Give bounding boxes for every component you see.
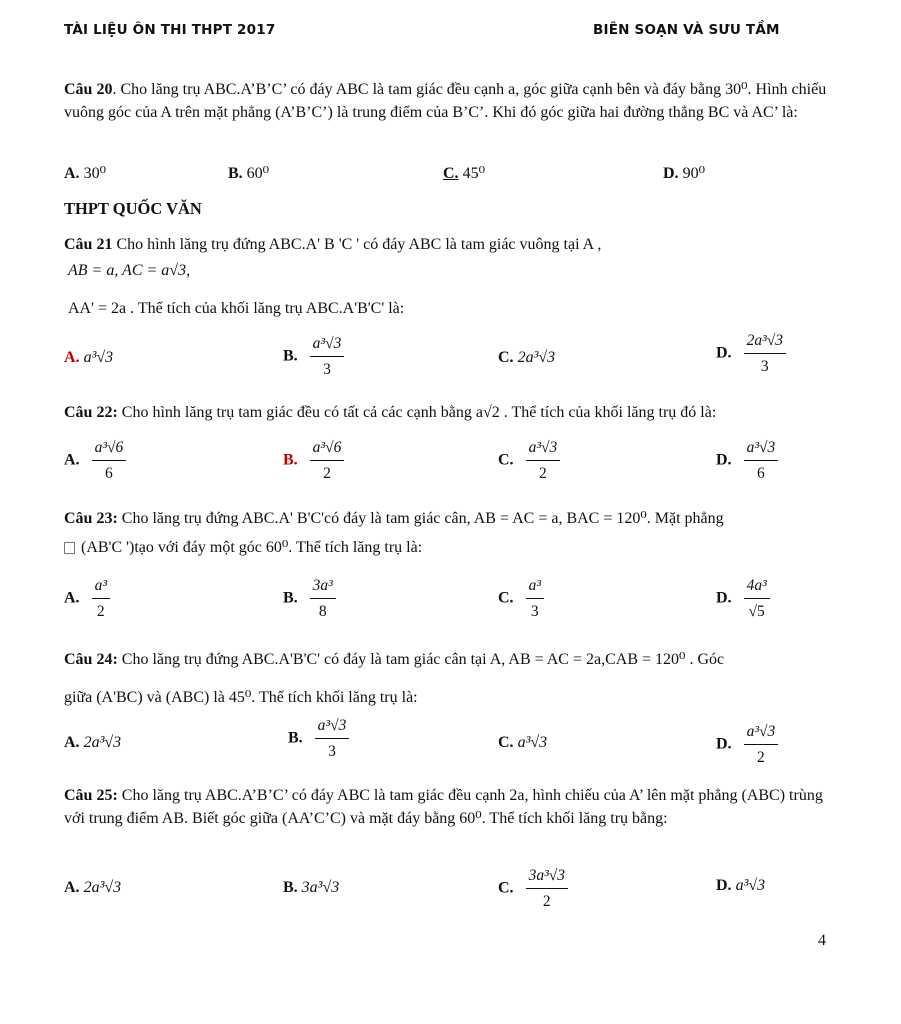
question-23 xyxy=(64,507,834,530)
q21-option-b: B. $\frac{\text{a³√3}}{3}$ xyxy=(283,334,344,380)
q24-option-a: A. 2a³√3 xyxy=(64,734,122,751)
q22-option-c: C. $\frac{\text{a³√3}}{2}$ xyxy=(498,438,560,484)
question-20 xyxy=(64,78,834,124)
header-right: BIÊN SOẠN VÀ SƯU TẦM xyxy=(593,22,780,38)
q25-option-b: B. 3a³√3 xyxy=(283,879,340,896)
q24-option-d: D. $\frac{\text{a³√3}}{2}$ xyxy=(716,722,778,768)
question-24-label: Câu 24: xyxy=(64,651,118,668)
question-24-line2: giữa (A'BC) và (ABC) là 45⁰. Thể tích khối lăng trụ là: xyxy=(64,689,418,706)
q25-option-d: D. a³√3 xyxy=(716,877,766,894)
question-20-text: . Cho lăng trụ ABC.A’B’C’ có đáy ABC là tam giác đều cạnh a, góc giữa cạnh bên và đáy bằng 30⁰. Hình chiếu vuông góc của A trên mặt phẳng (A’B’C’) là trung điểm của B’C’. Khi đó góc giữa hai đường thẳng BC và AC’ là: xyxy=(64,81,827,121)
question-23-line2-row xyxy=(64,536,834,559)
question-22-label: Câu 22: xyxy=(64,404,118,421)
q21-option-c: C. 2a³√3 xyxy=(498,349,556,366)
q23-option-a: A. $\frac{\text{a³}}{2}$ xyxy=(64,576,110,622)
q23-option-c: C. $\frac{\text{a³}}{3}$ xyxy=(498,576,544,622)
q20-option-b: B. 60⁰ xyxy=(228,165,270,182)
question-23-line1: Cho lăng trụ đứng ABC.A' B'C'có đáy là tam giác cân, AB = AC = a, BAC = 120⁰. Mặt phẳng xyxy=(117,510,724,527)
q21-option-d: D. $\frac{\text{2a³√3}}{3}$ xyxy=(716,331,786,377)
page-number: 4 xyxy=(818,932,826,949)
q22-option-d: D. $\frac{\text{a³√3}}{6}$ xyxy=(716,438,778,484)
q21-option-a: A. a³√3 xyxy=(64,349,114,366)
question-22-text: Cho hình lăng trụ tam giác đều có tất cả các cạnh bằng a√2 . Thể tích của khối lăng trụ đó là: xyxy=(117,404,717,421)
question-25-text: Cho lăng trụ ABC.A’B’C’ có đáy ABC là tam giác đều cạnh 2a, hình chiếu của A’ lên mặt phẳng (ABC) trùng với trung điểm AB. Biết góc giữa (AA’C’C) và mặt đáy bằng 60⁰. Thể tích khối lăng trụ bằng: xyxy=(64,787,823,827)
question-23-label: Câu 23: xyxy=(64,510,118,527)
question-24-line1: Cho lăng trụ đứng ABC.A'B'C' có đáy là tam giác cân tại A, AB = AC = 2a,CAB = 120⁰ . Góc xyxy=(117,651,725,668)
question-25-label: Câu 25: xyxy=(64,787,118,804)
q22-option-b: B. $\frac{\text{a³√6}}{2}$ xyxy=(283,438,344,484)
question-25 xyxy=(64,784,834,830)
q20-option-c: C. 45⁰ xyxy=(443,165,485,182)
question-21-line1: Cho hình lăng trụ đứng ABC.A' B 'C ' có đáy ABC là tam giác vuông tại A , xyxy=(112,236,602,253)
question-24 xyxy=(64,648,834,671)
q22-option-a: A. $\frac{\text{a³√6}}{6}$ xyxy=(64,438,126,484)
question-23-line2: (AB'C ')tạo với đáy một góc 60⁰. Thể tích lăng trụ là: xyxy=(81,539,423,556)
question-21 xyxy=(64,233,834,256)
q24-option-c: C. a³√3 xyxy=(498,734,548,751)
question-20-label: Câu 20 xyxy=(64,81,113,98)
question-21-line2: AB = a, AC = a√3, xyxy=(68,262,191,279)
question-21-line3: AA' = 2a . Thể tích của khối lăng trụ ABC.A'B'C' là: xyxy=(68,300,405,317)
header-left: TÀI LIỆU ÔN THI THPT 2017 xyxy=(64,22,276,38)
q25-option-c: C. $\frac{\text{3a³√3}}{2}$ xyxy=(498,866,568,912)
q24-option-b: B. $\frac{\text{a³√3}}{3}$ xyxy=(288,716,349,762)
question-22 xyxy=(64,401,834,424)
q20-option-d: D. 90⁰ xyxy=(663,165,705,182)
question-21-label: Câu 21 xyxy=(64,236,113,253)
checkbox-glyph-icon xyxy=(64,542,75,554)
q20-option-a: A. 30⁰ xyxy=(64,165,106,182)
q25-option-a: A. 2a³√3 xyxy=(64,879,122,896)
q23-option-d: D. $\frac{\text{4a³}}{√5}$ xyxy=(716,576,770,622)
section-heading: THPT QUỐC VĂN xyxy=(64,199,202,218)
q23-option-b: B. $\frac{\text{3a³}}{8}$ xyxy=(283,576,336,622)
